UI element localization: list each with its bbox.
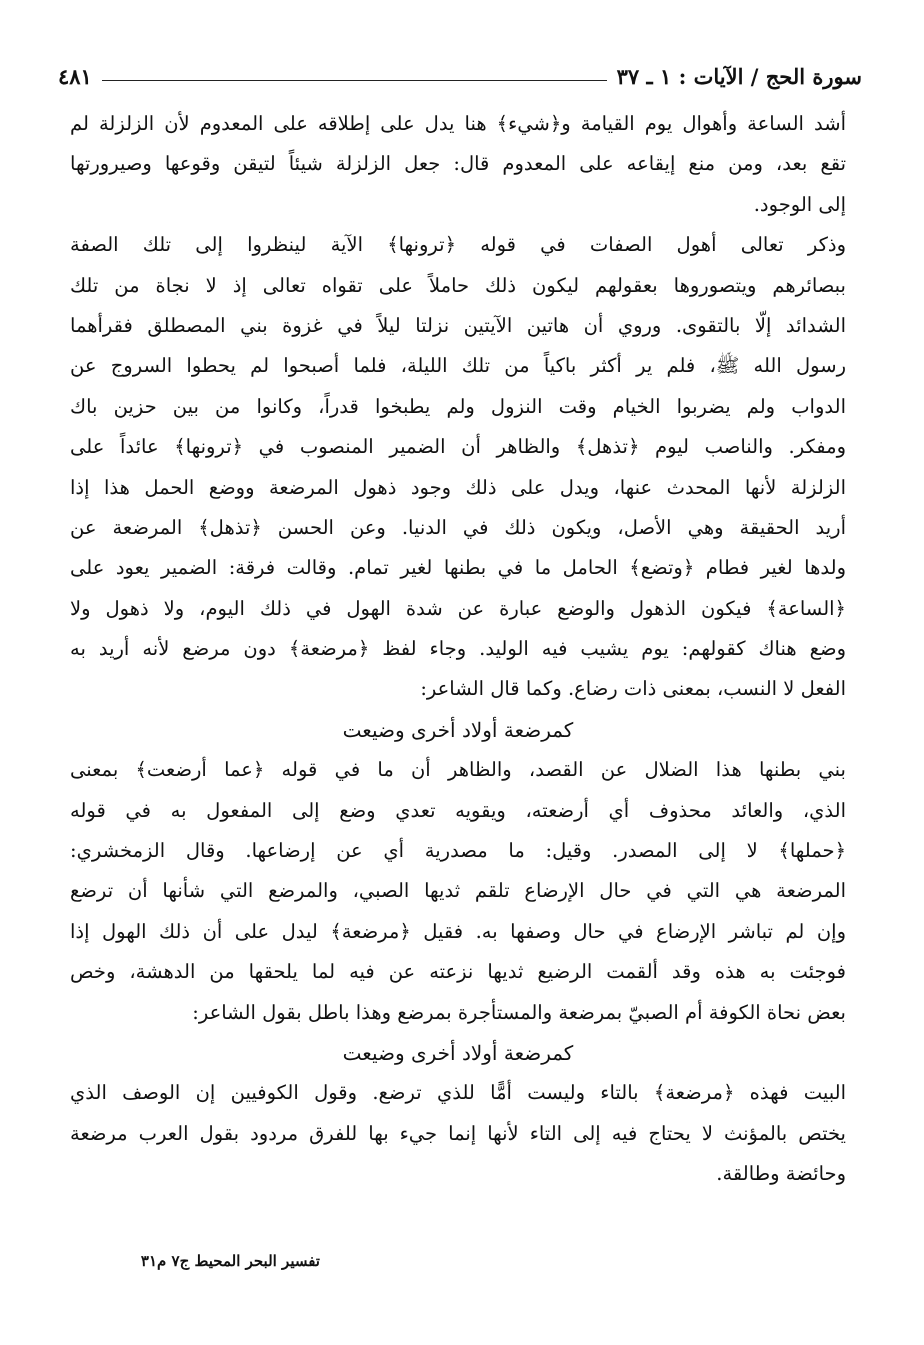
- running-header: [58, 58, 862, 94]
- text-line: ولدها لغير فطام ﴿وتضع﴾ الحامل ما في بطنها لغير تمام. وقالت فرقة: الضمير يعود على: [70, 556, 846, 580]
- text-line: رسول الله ﷺ، فلم ير أكثر باكياً من تلك الليلة، فلما أصبحوا لم يحطوا السروج عن: [70, 354, 846, 378]
- text-line: وحائضة وطالقة.: [716, 1162, 846, 1186]
- header-rule: [102, 80, 607, 81]
- text-line: الذي، والعائد محذوف أي أرضعته، ويقويه تعدي وضع إلى المفعول به في قوله: [70, 798, 846, 822]
- page-number: ٤٨١: [58, 63, 92, 89]
- text-line: وذكر تعالى أهول الصفات في قوله ﴿ترونها﴾ الآية لينظروا إلى تلك الصفة: [70, 233, 846, 257]
- surah-title: سورة الحج / الآيات : ١ ـ ٣٧: [616, 63, 862, 89]
- text-line: ﴿حملها﴾ لا إلى المصدر. وقيل: ما مصدرية أي عن إرضاعها. وقال الزمخشري:: [70, 839, 846, 863]
- text-line: ومفكر. والناصب ليوم ﴿تذهل﴾ والظاهر أن الضمير المنصوب في ﴿ترونها﴾ عائداً على: [70, 435, 846, 459]
- text-line: فوجئت به هذه وقد ألقمت الرضيع ثديها نزعته عن فيه لما يلحقها من الدهشة، وخص: [70, 960, 846, 984]
- text-line: إلى الوجود.: [753, 192, 846, 216]
- text-line: الشدائد إلّا بالتقوى. وروي أن هاتين الآيتين نزلتا ليلاً في غزوة بني المصطلق فقرأهما: [70, 313, 846, 337]
- text-line: بعض نحاة الكوفة أم الصبيّ بمرضعة والمستأجرة بمرضع وهذا باطل بقول الشاعر:: [192, 1000, 846, 1024]
- text-line: وإن لم تباشر الإرضاع في حال وصفها به. فقيل ﴿مرضعة﴾ ليدل على أن ذلك الهول إذا: [70, 919, 846, 943]
- poetry-verse: كمرضعة أولاد أخرى وضيعت: [342, 1040, 574, 1065]
- poetry-verse: كمرضعة أولاد أخرى وضيعت: [342, 717, 574, 742]
- tafsir-text: [70, 104, 846, 1195]
- text-line: تقع بعد، ومن منع إيقاعه على المعدوم قال: جعل الزلزلة شيئاً لتيقن وقوعها وصيرورتها: [70, 152, 846, 176]
- text-line: بني بطنها هذا الضلال عن القصد، والظاهر أن ما في قوله ﴿عما أرضعت﴾ بمعنى: [70, 758, 846, 782]
- text-line: يختص بالمؤنث لا يحتاج فيه إلى التاء لأنها إنما جيء بها للفرق مردود بقول العرب مرضعة: [70, 1121, 846, 1145]
- text-line: وضع هناك كقولهم: يوم يشيب فيه الوليد. وجاء لفظ ﴿مرضعة﴾ دون مرضع لأنه أريد به: [70, 637, 846, 661]
- text-line: أريد الحقيقة وهي الأصل، ويكون ذلك في الدنيا. وعن الحسن ﴿تذهل﴾ المرضعة عن: [70, 515, 846, 539]
- signature-footer: تفسير البحر المحيط ج٧ م٣١: [140, 1252, 320, 1270]
- text-line: المرضعة هي التي في حال الإرضاع تلقم ثديها الصبي، والمرضع التي شأنها أن ترضع: [70, 879, 846, 903]
- text-line: أشد الساعة وأهوال يوم القيامة و﴿شيء﴾ هنا يدل على إطلاقه على المعدوم لأن الزلزلة لم: [70, 112, 846, 135]
- text-line: الدواب ولم يضربوا الخيام وقت النزول ولم يطبخوا قدراً، وكانوا من بين حزين باك: [70, 394, 846, 418]
- text-line: الفعل لا النسب، بمعنى ذات رضاع. وكما قال الشاعر:: [420, 677, 846, 701]
- text-line: ببصائرهم ويتصوروها بعقولهم ليكون ذلك حاملاً على تقواه تعالى إذ لا نجاة من تلك: [70, 273, 846, 297]
- text-line: الزلزلة لأنها المحدث عنها، ويدل على ذلك وجود ذهول المرضعة ووضع الحمل هذا إذا: [70, 475, 846, 499]
- text-line: ﴿الساعة﴾ فيكون الذهول والوضع عبارة عن شدة الهول في ذلك اليوم، ولا ذهول ولا: [70, 596, 846, 620]
- text-line: البيت فهذه ﴿مرضعة﴾ بالتاء وليست أمًّا للذي ترضع. وقول الكوفيين إن الوصف الذي: [70, 1081, 846, 1105]
